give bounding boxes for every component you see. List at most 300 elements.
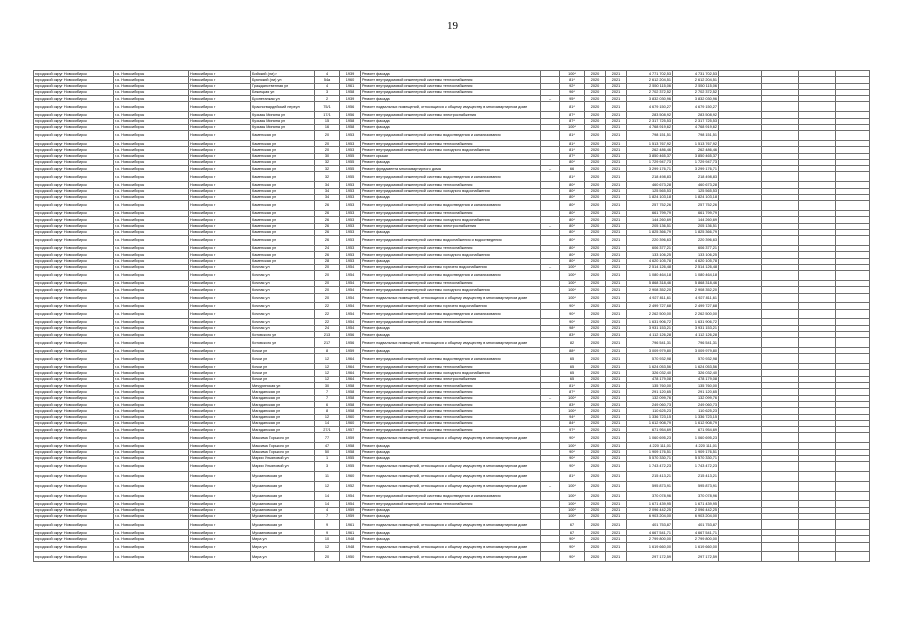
table-cell: Каменская ул xyxy=(251,182,315,188)
table-cell: 606 377,21 xyxy=(673,245,719,251)
table-cell: – xyxy=(541,166,560,172)
table-cell: г.о. Новосибирск xyxy=(114,507,189,513)
table-cell: 570 932,98 xyxy=(627,354,673,364)
table-cell: Новосибирск г xyxy=(189,427,251,433)
table-cell: городской округ Новосибирск xyxy=(34,319,114,325)
table-cell: г.о. Новосибирск xyxy=(114,118,189,124)
table-cell: Ремонт внутридомовой инженерной системы водоотведения и канализования xyxy=(361,309,541,319)
table-cell: 2021 xyxy=(606,112,627,118)
table-cell: 28 xyxy=(315,258,340,264)
table-cell: 1 624 053,56 xyxy=(627,364,673,370)
table-cell xyxy=(541,271,560,281)
table-cell: 2021 xyxy=(606,131,627,141)
table-cell: Ремонт подвальных помещений, относящихся к общему имуществу в многоквартирном доме xyxy=(361,520,541,530)
table-cell: 4 768 919,62 xyxy=(627,124,673,130)
table-cell: 26 xyxy=(315,229,340,235)
table-cell: 80* xyxy=(560,252,585,258)
table-cell: Новосибирск г xyxy=(189,236,251,246)
table-cell: Ремонт внутридомовой инженерной системы теплоснабжения xyxy=(361,77,541,83)
table-cell xyxy=(762,433,799,443)
table-cell: 1953 xyxy=(340,223,361,229)
table-cell: городской округ Новосибирск xyxy=(34,166,114,172)
table-cell: 100* xyxy=(560,71,585,77)
table-cell: Ремонт подвальных помещений, относящихся к общему имуществу в многоквартирном доме xyxy=(361,481,541,491)
table-cell: Бийский (ли) г xyxy=(251,71,315,77)
table-cell xyxy=(762,462,799,472)
table-cell: 3 xyxy=(315,89,340,95)
table-cell: Каменская ул xyxy=(251,153,315,159)
table-cell: Максима Горького ул xyxy=(251,433,315,443)
table-cell: г.о. Новосибирск xyxy=(114,501,189,507)
table-cell: Новосибирск г xyxy=(189,433,251,443)
table-cell: городской округ Новосибирск xyxy=(34,229,114,235)
table-cell: 2021 xyxy=(606,236,627,246)
table-cell: 14 xyxy=(315,420,340,426)
table-cell: 26 xyxy=(315,210,340,216)
table-cell: 2020 xyxy=(585,194,606,200)
table-cell: 1956 xyxy=(340,338,361,348)
table-cell: 1 824 103,18 xyxy=(627,194,673,200)
table-cell: г.о. Новосибирск xyxy=(114,433,189,443)
table-cell: 4 927 811,61 xyxy=(627,293,673,303)
table-cell: городской округ Новосибирск xyxy=(34,331,114,337)
table-cell: 4 620 105,78 xyxy=(627,258,673,264)
table-cell: – xyxy=(541,395,560,401)
table-cell: Новосибирск г xyxy=(189,536,251,542)
table-cell: Новосибирск г xyxy=(189,194,251,200)
table-cell: 2021 xyxy=(606,172,627,182)
table-cell: – xyxy=(541,223,560,229)
table-cell: 1955 xyxy=(340,159,361,165)
table-cell: Ремонт внутридомовой инженерной системы водоснабжения и водоотведения xyxy=(361,236,541,246)
table-cell: 6 903 204,00 xyxy=(627,513,673,519)
table-cell: 1961 xyxy=(340,530,361,536)
table-cell: Новосибирск г xyxy=(189,245,251,251)
table-cell: Кочная ул xyxy=(251,309,315,319)
table-cell: 1953 xyxy=(340,258,361,264)
table-cell: 4 731 702,53 xyxy=(673,71,719,77)
table-cell: 401 753,87 xyxy=(627,520,673,530)
table-cell: Новосибирск г xyxy=(189,89,251,95)
table-cell: 460 673,28 xyxy=(673,182,719,188)
table-cell: 4 768 919,62 xyxy=(673,124,719,130)
table-cell: 80* xyxy=(560,245,585,251)
table-cell xyxy=(799,542,836,552)
table-cell: Новосибирск г xyxy=(189,264,251,270)
table-cell: 478 179,08 xyxy=(627,376,673,382)
table-cell: г.о. Новосибирск xyxy=(114,449,189,455)
table-cell: Новосибирск г xyxy=(189,376,251,382)
table-cell: Ремонт фасада xyxy=(361,530,541,536)
table-cell: Каменская ул xyxy=(251,229,315,235)
table-row xyxy=(34,542,870,552)
table-cell xyxy=(799,102,836,112)
table-cell: Ремонт внутридомовой инженерной системы теплоснабжения xyxy=(361,210,541,216)
table-cell: 34 xyxy=(315,188,340,194)
table-cell: 1 080 464,18 xyxy=(627,271,673,281)
table-cell: Мусаиновская ул xyxy=(251,520,315,530)
table-cell: 98* xyxy=(560,325,585,331)
table-cell: г.о. Новосибирск xyxy=(114,89,189,95)
table-cell xyxy=(836,338,870,348)
table-cell: 100* xyxy=(560,507,585,513)
table-cell: 65 xyxy=(560,370,585,376)
table-cell: 2020 xyxy=(585,420,606,426)
table-cell: 1958 xyxy=(340,408,361,414)
table-cell: 2020 xyxy=(585,287,606,293)
table-cell: г.о. Новосибирск xyxy=(114,491,189,501)
table-cell: 1964 xyxy=(340,354,361,364)
table-cell: 2 096 442,25 xyxy=(627,507,673,513)
table-cell: Ремонт внутридомовой инженерной системы водоотведения и канализования xyxy=(361,131,541,141)
table-cell: г.о. Новосибирск xyxy=(114,319,189,325)
table-cell: 3 009 979,80 xyxy=(627,348,673,354)
table-cell: 1 080 464,18 xyxy=(673,271,719,281)
table-cell: 2021 xyxy=(606,102,627,112)
table-cell: 1 xyxy=(315,455,340,461)
table-cell: 90* xyxy=(560,552,585,562)
table-cell: 2020 xyxy=(585,71,606,77)
table-cell xyxy=(836,462,870,472)
table-cell: городской округ Новосибирск xyxy=(34,264,114,270)
table-cell: Новосибирск г xyxy=(189,530,251,536)
table-cell: Каменская ул xyxy=(251,217,315,223)
table-cell: 671 954,69 xyxy=(627,427,673,433)
table-cell: Ремонт внутридомовой инженерной системы теплоснабжения xyxy=(361,83,541,89)
table-cell: 9 xyxy=(315,530,340,536)
table-cell: Новосибирск г xyxy=(189,258,251,264)
table-cell: 3 832 030,96 xyxy=(673,96,719,102)
table-cell: 218 498,83 xyxy=(673,172,719,182)
table-cell: Новосибирск г xyxy=(189,102,251,112)
table-cell: городской округ Новосибирск xyxy=(34,140,114,146)
table-cell: Каменская ул xyxy=(251,159,315,165)
table-cell: Ремонт внутридомовой инженерной системы холодного водоснабжения xyxy=(361,252,541,258)
table-cell: Кочная ул xyxy=(251,293,315,303)
table-cell xyxy=(541,102,560,112)
table-cell: Ремонт внутридомовой инженерной системы электроснабжения xyxy=(361,112,541,118)
table-cell: Мира ул xyxy=(251,542,315,552)
table-cell: Новосибирск г xyxy=(189,364,251,370)
table-cell xyxy=(762,172,799,182)
table-cell: 297 172,59 xyxy=(673,552,719,562)
table-cell xyxy=(836,520,870,530)
table-cell: 2021 xyxy=(606,455,627,461)
table-cell: 2020 xyxy=(585,427,606,433)
table-cell: 217 xyxy=(315,338,340,348)
table-cell: Новосибирск г xyxy=(189,77,251,83)
table-cell: г.о. Новосибирск xyxy=(114,188,189,194)
table-cell: 4 679 150,27 xyxy=(627,102,673,112)
table-cell: г.о. Новосибирск xyxy=(114,462,189,472)
table-cell: 2 908 352,20 xyxy=(673,287,719,293)
table-cell xyxy=(719,520,762,530)
table-cell: 2020 xyxy=(585,481,606,491)
table-row xyxy=(34,293,870,303)
table-cell: 26 xyxy=(315,217,340,223)
table-cell: 1953 xyxy=(340,217,361,223)
table-cell: 100* xyxy=(560,287,585,293)
table-cell: 2 096 442,25 xyxy=(673,507,719,513)
table-cell: 1953 xyxy=(340,252,361,258)
table-cell: 2020 xyxy=(585,264,606,270)
table-cell: 2021 xyxy=(606,338,627,348)
table-cell: 90* xyxy=(560,303,585,309)
table-cell: Новосибирск г xyxy=(189,280,251,286)
table-cell: 26 xyxy=(315,236,340,246)
table-cell: Ремонт подвальных помещений, относящихся к общему имуществу в многоквартирном доме xyxy=(361,462,541,472)
table-cell: 16 xyxy=(315,124,340,130)
table-cell: Каменская ул xyxy=(251,210,315,216)
table-cell: 90* xyxy=(560,449,585,455)
table-cell: 90* xyxy=(560,309,585,319)
table-cell: городской округ Новосибирск xyxy=(34,188,114,194)
table-cell: Красногвардейский переул xyxy=(251,102,315,112)
table-cell: Ремонт подвальных помещений, относящихся к общему имуществу в многоквартирном доме xyxy=(361,338,541,348)
table-cell: 100* xyxy=(560,491,585,501)
table-row xyxy=(34,172,870,182)
table-cell: 2 514 126,48 xyxy=(627,264,673,270)
table-cell: 5 570 330,71 xyxy=(627,455,673,461)
table-cell: 1964 xyxy=(340,364,361,370)
table-cell: 132 099,76 xyxy=(627,395,673,401)
table-cell: 1953 xyxy=(340,194,361,200)
table-cell: Новосибирск г xyxy=(189,338,251,348)
table-cell: городской округ Новосибирск xyxy=(34,507,114,513)
table-cell: 2021 xyxy=(606,303,627,309)
table-cell: Новосибирск г xyxy=(189,348,251,354)
table-cell: 87* xyxy=(560,112,585,118)
table-cell: 2020 xyxy=(585,83,606,89)
table-cell: 1954 xyxy=(340,491,361,501)
table-cell: 20 xyxy=(315,131,340,141)
table-cell: 2021 xyxy=(606,449,627,455)
table-cell: 2 317 725,53 xyxy=(627,118,673,124)
table-cell: 2021 xyxy=(606,331,627,337)
table-cell: 2 799 800,00 xyxy=(673,536,719,542)
table-cell: 81* xyxy=(560,471,585,481)
table-cell: 2021 xyxy=(606,89,627,95)
table-cell: 215 413,21 xyxy=(673,471,719,481)
table-cell: 478 179,08 xyxy=(673,376,719,382)
table-cell: Бронетанкая ул xyxy=(251,96,315,102)
table-cell: Ремонт подвальных помещений, относящихся к общему имуществу в многоквартирном доме xyxy=(361,542,541,552)
table-cell: 2020 xyxy=(585,389,606,395)
table-cell xyxy=(719,131,762,141)
table-cell: 2020 xyxy=(585,433,606,443)
table-cell: 1955 xyxy=(340,166,361,172)
table-cell: 75/1 xyxy=(315,102,340,112)
table-cell: Кузьмы Минина ул xyxy=(251,118,315,124)
table-cell: г.о. Новосибирск xyxy=(114,364,189,370)
table-cell: Новосибирск г xyxy=(189,166,251,172)
table-cell: 14 xyxy=(315,491,340,501)
table-cell xyxy=(719,354,762,364)
table-cell: 1 060 695,23 xyxy=(673,433,719,443)
table-cell: 2021 xyxy=(606,433,627,443)
table-cell: 2020 xyxy=(585,147,606,153)
table-row xyxy=(34,481,870,491)
table-cell: 2021 xyxy=(606,471,627,481)
table-cell: городской округ Новосибирск xyxy=(34,443,114,449)
table-cell: 66 xyxy=(560,166,585,172)
table-cell: 1953 xyxy=(340,182,361,188)
table-cell xyxy=(799,293,836,303)
table-cell xyxy=(836,481,870,491)
table-cell: Новосибирск г xyxy=(189,389,251,395)
table-cell: 8 xyxy=(315,348,340,354)
table-cell: г.о. Новосибирск xyxy=(114,258,189,264)
table-row xyxy=(34,471,870,481)
table-cell: 460 673,28 xyxy=(627,182,673,188)
table-cell: 2021 xyxy=(606,354,627,364)
table-cell: 1953 xyxy=(340,229,361,235)
table-cell: 2 612 204,51 xyxy=(673,77,719,83)
table-cell: Ремонт внутридомовой инженерной системы холодного водоснабжения xyxy=(361,147,541,153)
table-cell: – xyxy=(541,481,560,491)
table-cell: 220 396,63 xyxy=(627,236,673,246)
table-cell: 65 xyxy=(560,354,585,364)
table-cell: 83* xyxy=(560,331,585,337)
table-cell: 2021 xyxy=(606,124,627,130)
table-cell: 1956 xyxy=(340,331,361,337)
table-cell: г.о. Новосибирск xyxy=(114,223,189,229)
table-cell: 90* xyxy=(560,433,585,443)
table-cell: Ремонт внутридомовой инженерной системы горячего водоснабжения xyxy=(361,303,541,309)
table-cell: 370 078,96 xyxy=(627,491,673,501)
table-cell: Новосибирск г xyxy=(189,513,251,519)
table-cell: Новосибирск г xyxy=(189,319,251,325)
table-cell: 6 xyxy=(315,401,340,407)
table-cell: Мира ул xyxy=(251,552,315,562)
table-cell: городской округ Новосибирск xyxy=(34,520,114,530)
table-cell xyxy=(541,293,560,303)
table-cell: г.о. Новосибирск xyxy=(114,77,189,83)
table-cell: 1958 xyxy=(340,395,361,401)
table-cell: 7 xyxy=(315,513,340,519)
table-cell: 4 927 811,61 xyxy=(673,293,719,303)
table-cell: 4 620 105,78 xyxy=(673,258,719,264)
table-cell: 2020 xyxy=(585,370,606,376)
table-cell xyxy=(541,552,560,562)
table-cell: Ремонт внутридомовой инженерной системы водоотведения и канализования xyxy=(361,201,541,211)
table-cell: 2021 xyxy=(606,71,627,77)
table-cell: 4 xyxy=(315,71,340,77)
table-cell: 3 xyxy=(315,462,340,472)
table-cell: 81* xyxy=(560,147,585,153)
table-cell: г.о. Новосибирск xyxy=(114,159,189,165)
table-cell: городской округ Новосибирск xyxy=(34,236,114,246)
table-cell: Новосибирск г xyxy=(189,252,251,258)
table-cell: 6 903 204,00 xyxy=(673,513,719,519)
table-cell: 1955 xyxy=(340,172,361,182)
table-cell: 24 xyxy=(315,245,340,251)
table-cell: Ремонт внутридомовой инженерной системы водоотведения и канализования xyxy=(361,271,541,281)
table-cell: 2020 xyxy=(585,530,606,536)
table-cell xyxy=(719,309,762,319)
table-cell xyxy=(719,338,762,348)
table-cell: Каменская ул xyxy=(251,131,315,141)
table-cell: 11 xyxy=(315,471,340,481)
table-cell xyxy=(836,552,870,562)
table-cell: 205 136,51 xyxy=(627,223,673,229)
table-cell: 1952 xyxy=(340,481,361,491)
table-cell xyxy=(836,542,870,552)
table-cell: 2020 xyxy=(585,89,606,95)
table-cell: Ремонт внутридомовой инженерной системы электроснабжения xyxy=(361,376,541,382)
table-cell: 2 262 500,00 xyxy=(673,309,719,319)
table-cell: Мусаиновская ул xyxy=(251,471,315,481)
table-cell: 2021 xyxy=(606,229,627,235)
table-cell: 291 120,65 xyxy=(627,389,673,395)
table-cell: 1 060 695,23 xyxy=(627,433,673,443)
table-cell: 125 565,53 xyxy=(673,188,719,194)
table-cell: городской округ Новосибирск xyxy=(34,325,114,331)
table-cell: 2020 xyxy=(585,462,606,472)
table-cell: 2020 xyxy=(585,401,606,407)
table-cell: Ремонт внутридомовой инженерной системы теплоснабжения xyxy=(361,501,541,507)
table-cell: Ремонт фасада xyxy=(361,443,541,449)
table-cell: 2021 xyxy=(606,147,627,153)
table-cell: г.о. Новосибирск xyxy=(114,331,189,337)
table-cell: 14 xyxy=(315,501,340,507)
table-cell: 20 xyxy=(315,147,340,153)
table-cell: Новосибирск г xyxy=(189,71,251,77)
table-cell: 1 909 176,51 xyxy=(673,449,719,455)
table-cell: городской округ Новосибирск xyxy=(34,124,114,130)
table-cell: 2020 xyxy=(585,172,606,182)
table-cell xyxy=(719,201,762,211)
table-cell: 3 931 153,21 xyxy=(627,325,673,331)
table-cell xyxy=(541,338,560,348)
table-cell: Кочная ул xyxy=(251,264,315,270)
table-cell: 1958 xyxy=(340,89,361,95)
table-cell: 1 671 439,95 xyxy=(627,501,673,507)
table-cell: Новосибирск г xyxy=(189,153,251,159)
table-cell: Новосибирск г xyxy=(189,408,251,414)
table-cell: 1958 xyxy=(340,443,361,449)
table-cell: Ремонт фасада xyxy=(361,507,541,513)
table-cell: г.о. Новосибирск xyxy=(114,287,189,293)
table-cell: 661 799,79 xyxy=(627,210,673,216)
table-cell xyxy=(836,354,870,364)
table-cell: г.о. Новосибирск xyxy=(114,420,189,426)
table-cell: Новосибирск г xyxy=(189,331,251,337)
table-cell: городской округ Новосибирск xyxy=(34,77,114,83)
table-cell: Кузьмы Минина ул xyxy=(251,124,315,130)
table-cell: 27/1 xyxy=(315,427,340,433)
table-cell xyxy=(799,172,836,182)
table-cell: 297 172,59 xyxy=(627,552,673,562)
table-cell xyxy=(836,172,870,182)
table-cell: 4 667 541,71 xyxy=(627,530,673,536)
table-cell: Марии Ульяновой ул xyxy=(251,455,315,461)
table-cell xyxy=(836,471,870,481)
table-cell: г.о. Новосибирск xyxy=(114,96,189,102)
table-cell: 1959 xyxy=(340,507,361,513)
table-cell: 9 xyxy=(315,520,340,530)
table-cell: 80* xyxy=(560,201,585,211)
table-cell: 144 260,69 xyxy=(673,217,719,223)
table-cell: Магаданская ул xyxy=(251,389,315,395)
table-cell: 249 060,73 xyxy=(673,401,719,407)
table-cell: г.о. Новосибирск xyxy=(114,401,189,407)
table-cell: 796 541,31 xyxy=(673,338,719,348)
table-cell: 2 908 352,20 xyxy=(627,287,673,293)
table-cell: Новосибирск г xyxy=(189,414,251,420)
table-cell: 2021 xyxy=(606,513,627,519)
table-cell: 12 xyxy=(315,364,340,370)
